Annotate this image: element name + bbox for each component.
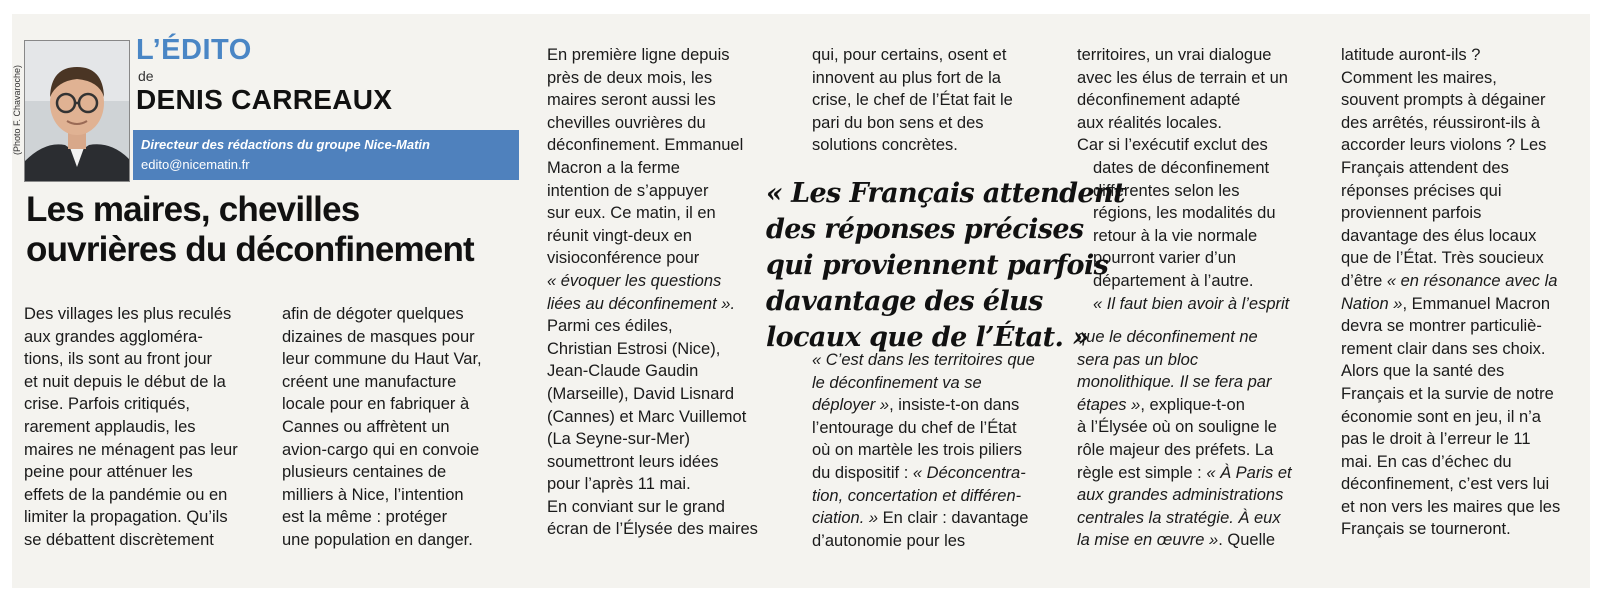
text-line [1077, 67, 1288, 90]
pull-quote [766, 176, 1125, 356]
headline-line: ouvrières du déconfinement [26, 230, 474, 269]
text-segment: pourront varier d’un [1093, 249, 1237, 268]
text-segment: mai. En cas d’échec du [1341, 452, 1512, 471]
text-line [547, 293, 758, 316]
text-line [1077, 326, 1292, 349]
text-segment: intention de s’appuyer [547, 181, 709, 200]
text-line [1077, 529, 1292, 552]
text-segment: peine pour atténuer les [24, 463, 193, 482]
text-line [812, 485, 1035, 508]
text-line [282, 371, 482, 394]
text-line [1341, 360, 1560, 383]
author-info-box [133, 130, 519, 180]
text-line [812, 439, 1035, 462]
text-segment: innovent au plus fort de la [812, 68, 1001, 87]
quote-segment: sera pas un bloc [1077, 350, 1199, 369]
text-segment: est la même : protéger [282, 508, 448, 527]
text-segment: pari du bon sens et des [812, 113, 984, 132]
text-segment: En première ligne depuis [547, 46, 730, 64]
quote-segment: liées au déconfinement ». [547, 294, 736, 313]
text-segment: près de deux mois, les [547, 68, 713, 87]
text-segment: chevilles ouvrières du [547, 113, 706, 132]
text-segment: , explique-t-on [1140, 395, 1245, 414]
text-segment: rôle majeur des préfets. La [1077, 440, 1274, 459]
quote-segment: Nation » [1341, 294, 1403, 313]
text-line [1341, 383, 1560, 406]
text-segment: déconfinement, c’est vers lui [1341, 475, 1550, 494]
text-segment: créent une manufacture [282, 372, 457, 391]
text-line [24, 371, 238, 394]
text-segment: Français se tourneront. [1341, 520, 1511, 539]
text-line [812, 507, 1035, 530]
text-line [1077, 44, 1288, 67]
text-segment: aux réalités locales. [1077, 113, 1222, 132]
text-segment: Français et la survie de notre [1341, 384, 1554, 403]
pull-quote-line: locaux que de l’État. » [766, 322, 1089, 353]
text-line [1077, 462, 1292, 485]
text-line [547, 134, 758, 157]
text-line [1341, 157, 1560, 180]
text-line [282, 506, 482, 529]
text-line [24, 303, 238, 326]
text-line [812, 417, 1035, 440]
text-line [24, 484, 238, 507]
text-segment: que de l’État. Très soucieux [1341, 249, 1544, 268]
text-line [1093, 225, 1289, 248]
text-segment: afin de dégoter quelques [282, 305, 464, 323]
text-segment: à l’Élysée où on souligne le [1077, 418, 1277, 437]
text-line [812, 44, 1013, 67]
text-segment: (Cannes) et Marc Vuillemot [547, 407, 747, 426]
text-line [547, 338, 758, 361]
text-line [1341, 496, 1560, 519]
text-line [547, 67, 758, 90]
text-segment: écran de l’Élysée des maires [547, 520, 758, 539]
text-segment: effets de la pandémie ou en [24, 485, 228, 504]
text-segment: l’entourage du chef de l’État [812, 418, 1017, 437]
text-segment: Car si l’exécutif exclut des [1077, 136, 1268, 155]
text-segment: économie sont en jeu, il n’a [1341, 407, 1541, 426]
quote-segment: que le déconfinement ne [1077, 328, 1258, 346]
text-line [547, 44, 758, 67]
text-segment: soumettront leurs idées [547, 452, 719, 471]
text-line [24, 416, 238, 439]
text-segment: régions, les modalités du [1093, 204, 1276, 223]
text-segment: plusieurs centaines de [282, 463, 447, 482]
pull-quote-line: « Les Français attendent [766, 178, 1125, 209]
quote-segment: ciation. » [812, 509, 879, 528]
text-segment: rarement applaudis, les [24, 417, 196, 436]
text-line [282, 529, 482, 552]
text-line [282, 461, 482, 484]
text-line [1341, 112, 1560, 135]
rubric-title: L’ÉDITO [136, 34, 252, 66]
text-line [1341, 44, 1560, 67]
text-line [547, 451, 758, 474]
text-line [812, 372, 1035, 395]
text-segment: devra se montrer particuliè- [1341, 317, 1542, 336]
text-segment: et nuit depuis le début de la [24, 372, 226, 391]
text-segment: territoires, un vrai dialogue [1077, 46, 1272, 64]
text-segment: rement clair dans ses choix. [1341, 339, 1546, 358]
text-line [24, 439, 238, 462]
text-segment: dizaines de masques pour [282, 327, 475, 346]
text-line [547, 383, 758, 406]
quote-segment: « C’est dans les territoires que [812, 351, 1035, 369]
text-segment: déconfinement. Emmanuel [547, 136, 744, 155]
text-line [547, 270, 758, 293]
text-line [812, 112, 1013, 135]
text-segment: se débattent discrètement [24, 530, 214, 549]
text-line [1093, 293, 1289, 316]
text-segment: maires seront aussi les [547, 91, 716, 110]
text-line [547, 247, 758, 270]
quote-segment: déployer » [812, 396, 890, 415]
text-line [547, 202, 758, 225]
text-line [24, 461, 238, 484]
text-segment: , insiste-t-on dans [889, 396, 1020, 415]
article-column-2 [282, 303, 482, 552]
quote-segment: centrales la stratégie. À eux [1077, 508, 1281, 527]
text-line [1341, 270, 1560, 293]
text-segment: , Emmanuel Macron [1402, 294, 1551, 313]
text-segment: département à l’autre. [1093, 271, 1254, 290]
text-line [1077, 484, 1292, 507]
text-segment: pour l’après 11 mai. [547, 475, 691, 494]
text-segment: Macron a la ferme [547, 158, 680, 177]
text-line [282, 484, 482, 507]
quote-segment: la mise en œuvre » [1077, 531, 1219, 550]
text-line [1077, 134, 1288, 157]
text-line [547, 406, 758, 429]
text-line [547, 89, 758, 112]
article-column-1 [24, 303, 238, 552]
quote-segment: « Il faut bien avoir à l’esprit [1093, 294, 1290, 313]
text-segment: sur eux. Ce matin, il en [547, 204, 716, 223]
text-segment: une population en danger. [282, 530, 473, 549]
text-segment: latitude auront-ils ? [1341, 46, 1481, 64]
text-line [1341, 225, 1560, 248]
text-line [547, 315, 758, 338]
text-segment: solutions concrètes. [812, 136, 958, 155]
quote-segment: « À Paris et [1206, 463, 1292, 482]
text-line [1077, 507, 1292, 530]
quote-segment: « évoquer les questions [547, 271, 722, 290]
text-line [1341, 247, 1560, 270]
text-segment: aux grandes aggloméra- [24, 327, 203, 346]
quote-segment: « Déconcentra- [912, 463, 1026, 482]
text-line [547, 496, 758, 519]
text-line [24, 393, 238, 416]
text-segment: Jean-Claude Gaudin [547, 362, 699, 381]
author-email[interactable]: edito@nicematin.fr [141, 157, 250, 172]
text-line [547, 518, 758, 541]
photo-credit: (Photo F. Chavaroche) [12, 64, 22, 156]
author-portrait-icon [25, 41, 129, 181]
text-segment: des arrêtés, réussiront-ils à [1341, 113, 1540, 132]
text-line [812, 530, 1035, 553]
text-segment: Français attendent des [1341, 158, 1509, 177]
text-line [812, 462, 1035, 485]
text-segment: milliers à Nice, l’intention [282, 485, 464, 504]
text-segment: visioconférence pour [547, 249, 700, 268]
text-line [282, 348, 482, 371]
text-segment: règle est simple : [1077, 463, 1207, 482]
text-line [24, 529, 238, 552]
text-segment: Cannes ou affrètent un [282, 417, 450, 436]
text-segment: En conviant sur le grand [547, 497, 725, 516]
text-line [1077, 416, 1292, 439]
text-segment: limiter la propagation. Qu’ils [24, 508, 228, 527]
text-line [547, 473, 758, 496]
text-segment: crise. Parfois critiqués, [24, 395, 190, 414]
article-column-5-bottom [1077, 326, 1292, 552]
article-column-5-top [1077, 44, 1288, 157]
text-segment: accorder leurs violons ? Les [1341, 136, 1547, 155]
text-segment: et non vers les maires que les [1341, 497, 1561, 516]
text-segment: Parmi ces édiles, [547, 317, 673, 336]
text-line [1341, 406, 1560, 429]
quote-segment: aux grandes administrations [1077, 486, 1284, 505]
text-segment: où on martèle les trois piliers [812, 441, 1023, 460]
text-segment: proviennent parfois [1341, 204, 1482, 223]
text-segment: leur commune du Haut Var, [282, 350, 482, 369]
headline-line: Les maires, chevilles [26, 190, 360, 229]
text-line [547, 225, 758, 248]
text-line [547, 428, 758, 451]
text-line [1077, 371, 1292, 394]
text-line [812, 89, 1013, 112]
headline [26, 190, 526, 270]
text-segment: davantage des élus locaux [1341, 226, 1537, 245]
text-line [1341, 428, 1560, 451]
text-segment: Christian Estrosi (Nice), [547, 339, 721, 358]
quote-segment: tion, concertation et différen- [812, 486, 1022, 505]
text-segment: pas le droit à l’erreur le 11 [1341, 430, 1531, 449]
text-segment: différentes selon les [1093, 181, 1240, 200]
text-line [282, 326, 482, 349]
text-line [812, 394, 1035, 417]
text-line [812, 134, 1013, 157]
text-segment: Alors que la santé des [1341, 362, 1505, 381]
text-segment: d’autonomie pour les [812, 531, 966, 550]
text-line [1077, 349, 1292, 372]
quote-segment: étapes » [1077, 395, 1141, 414]
text-segment: tions, ils sont au front jour [24, 350, 213, 369]
text-line [1341, 518, 1560, 541]
author-photo [24, 40, 130, 182]
text-line [1341, 134, 1560, 157]
text-line [1341, 202, 1560, 225]
text-segment: crise, le chef de l’État fait le [812, 91, 1013, 110]
text-line [1093, 270, 1289, 293]
quote-segment: monolithique. Il se fera par [1077, 373, 1272, 392]
text-segment: . Quelle [1218, 531, 1276, 550]
text-segment: retour à la vie normale [1093, 226, 1258, 245]
article-column-6 [1341, 44, 1560, 541]
text-line [1341, 338, 1560, 361]
text-segment: qui, pour certains, osent et [812, 46, 1007, 64]
text-line [1093, 247, 1289, 270]
text-line [547, 360, 758, 383]
text-line [547, 112, 758, 135]
text-line [547, 157, 758, 180]
pull-quote-line: des réponses précises [766, 214, 1084, 245]
text-line [1341, 293, 1560, 316]
text-segment: (La Seyne-sur-Mer) [547, 430, 691, 449]
text-line [1341, 473, 1560, 496]
text-segment: déconfinement adapté [1077, 91, 1241, 110]
text-segment: En clair : davantage [878, 509, 1029, 528]
text-line [1341, 89, 1560, 112]
quote-segment: « en résonance avec la [1386, 271, 1558, 290]
article-column-4-top [812, 44, 1013, 157]
text-line [547, 180, 758, 203]
text-line [1077, 394, 1292, 417]
author-role: Directeur des rédactions du groupe Nice-Matin [141, 137, 430, 152]
quote-segment: le déconfinement va se [812, 373, 982, 392]
text-line [24, 506, 238, 529]
author-name: DENIS CARREAUX [136, 84, 393, 115]
text-segment: avec les élus de terrain et un [1077, 68, 1288, 87]
text-segment: réponses précises qui [1341, 181, 1502, 200]
text-line [282, 303, 482, 326]
text-line [1077, 439, 1292, 462]
text-line [812, 67, 1013, 90]
text-line [1077, 89, 1288, 112]
text-segment: du dispositif : [812, 463, 913, 482]
text-segment: dates de déconfinement [1093, 159, 1270, 177]
text-line [1341, 180, 1560, 203]
text-line [1077, 112, 1288, 135]
byline-de: de [138, 68, 154, 84]
text-line [282, 439, 482, 462]
article-column-4-bottom [812, 349, 1035, 552]
text-segment: Des villages les plus reculés [24, 305, 232, 323]
text-segment: souvent prompts à dégainer [1341, 91, 1546, 110]
text-segment: (Marseille), David Lisnard [547, 384, 735, 403]
text-segment: d’être [1341, 271, 1387, 290]
text-line [24, 326, 238, 349]
text-segment: locale pour en fabriquer à [282, 395, 470, 414]
text-line [1093, 157, 1289, 180]
text-segment: avion-cargo qui en convoie [282, 440, 480, 459]
text-line [282, 393, 482, 416]
text-segment: Comment les maires, [1341, 68, 1497, 87]
pull-quote-line: qui proviennent parfois [766, 250, 1109, 281]
text-segment: réunit vingt-deux en [547, 226, 692, 245]
pull-quote-line: davantage des élus [766, 286, 1043, 317]
text-segment: maires ne ménagent pas leur [24, 440, 238, 459]
text-line [24, 348, 238, 371]
text-line [1341, 451, 1560, 474]
text-line [1341, 315, 1560, 338]
text-line [1341, 67, 1560, 90]
text-line [282, 416, 482, 439]
article-column-3 [547, 44, 758, 541]
